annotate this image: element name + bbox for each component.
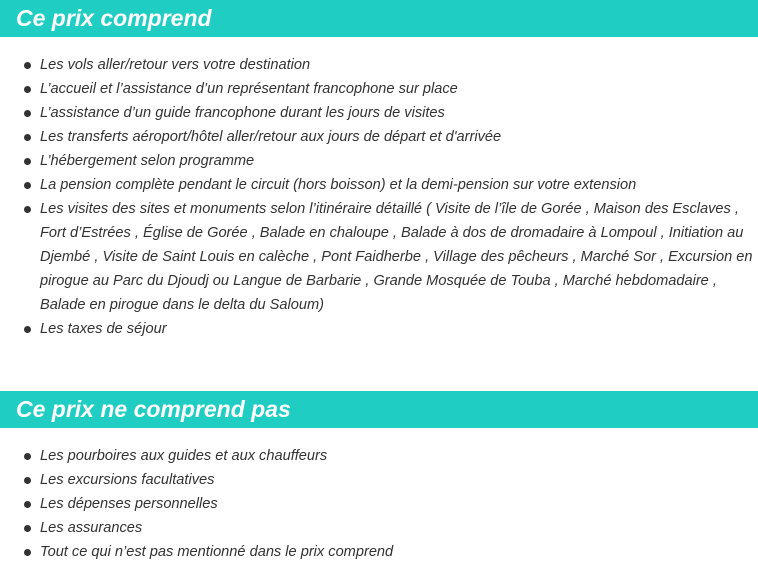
- list-item-text: Les transferts aéroport/hôtel aller/retour aux jours de départ et d'arrivée: [40, 129, 502, 145]
- list-item: [0, 125, 758, 149]
- included-list: [0, 53, 758, 341]
- excluded-list: [0, 444, 758, 564]
- bullet-icon: [24, 477, 31, 484]
- list-item-text: Les visites des sites et monuments selon l’itinéraire détaillé ( Visite de l’île de Gorée , Maison des Esclaves , Fort d’Estrées , Église de Gorée , Balade en chaloupe , Balade à dos de dromadaire à Lompoul , Initiation au Djembé , Visite de Saint Louis en calèche , Pont Faidherbe , Village des pêcheurs , Marché Sor , Excursion en pirogue au Parc du Djoudj ou Langue de Barbarie , Grande Mosquée de Touba , Marché hebdomadaire , Balade en pirogue dans le delta du Saloum): [40, 201, 753, 313]
- included-section-title: Ce prix comprend: [16, 5, 212, 31]
- list-item: [0, 77, 758, 101]
- list-item-text: L’accueil et l’assistance d’un représentant francophone sur place: [40, 81, 458, 97]
- bullet-icon: [24, 501, 31, 508]
- list-item: [0, 317, 758, 341]
- bullet-icon: [24, 86, 31, 93]
- list-item: [0, 173, 758, 197]
- bullet-icon: [24, 62, 31, 69]
- list-item: [0, 468, 758, 492]
- list-item: [0, 492, 758, 516]
- list-item-text: Les vols aller/retour vers votre destination: [40, 57, 311, 73]
- list-item-text: Tout ce qui n’est pas mentionné dans le prix comprend: [40, 544, 394, 560]
- list-item-text: Les dépenses personnelles: [40, 496, 218, 512]
- excluded-section-title: Ce prix ne comprend pas: [16, 396, 291, 422]
- list-item-text: Les taxes de séjour: [40, 321, 167, 337]
- list-item: [0, 540, 758, 564]
- bullet-icon: [24, 525, 31, 532]
- excluded-section-header: [0, 391, 758, 428]
- list-item: [0, 197, 758, 317]
- list-item: [0, 516, 758, 540]
- included-section-header: [0, 0, 758, 37]
- list-item-text: Les pourboires aux guides et aux chauffeurs: [40, 448, 328, 464]
- list-item-text: La pension complète pendant le circuit (hors boisson) et la demi-pension sur votre extension: [40, 177, 637, 193]
- list-item-text: Les excursions facultatives: [40, 472, 215, 488]
- list-item-text: Les assurances: [40, 520, 143, 536]
- list-item: [0, 444, 758, 468]
- bullet-icon: [24, 453, 31, 460]
- bullet-icon: [24, 326, 31, 333]
- list-item: [0, 53, 758, 77]
- list-item: [0, 149, 758, 173]
- list-item: [0, 101, 758, 125]
- bullet-icon: [24, 206, 31, 213]
- list-item-text: L’assistance d’un guide francophone durant les jours de visites: [40, 105, 445, 121]
- bullet-icon: [24, 134, 31, 141]
- bullet-icon: [24, 549, 31, 556]
- bullet-icon: [24, 110, 31, 117]
- bullet-icon: [24, 158, 31, 165]
- bullet-icon: [24, 182, 31, 189]
- list-item-text: L’hébergement selon programme: [40, 153, 255, 169]
